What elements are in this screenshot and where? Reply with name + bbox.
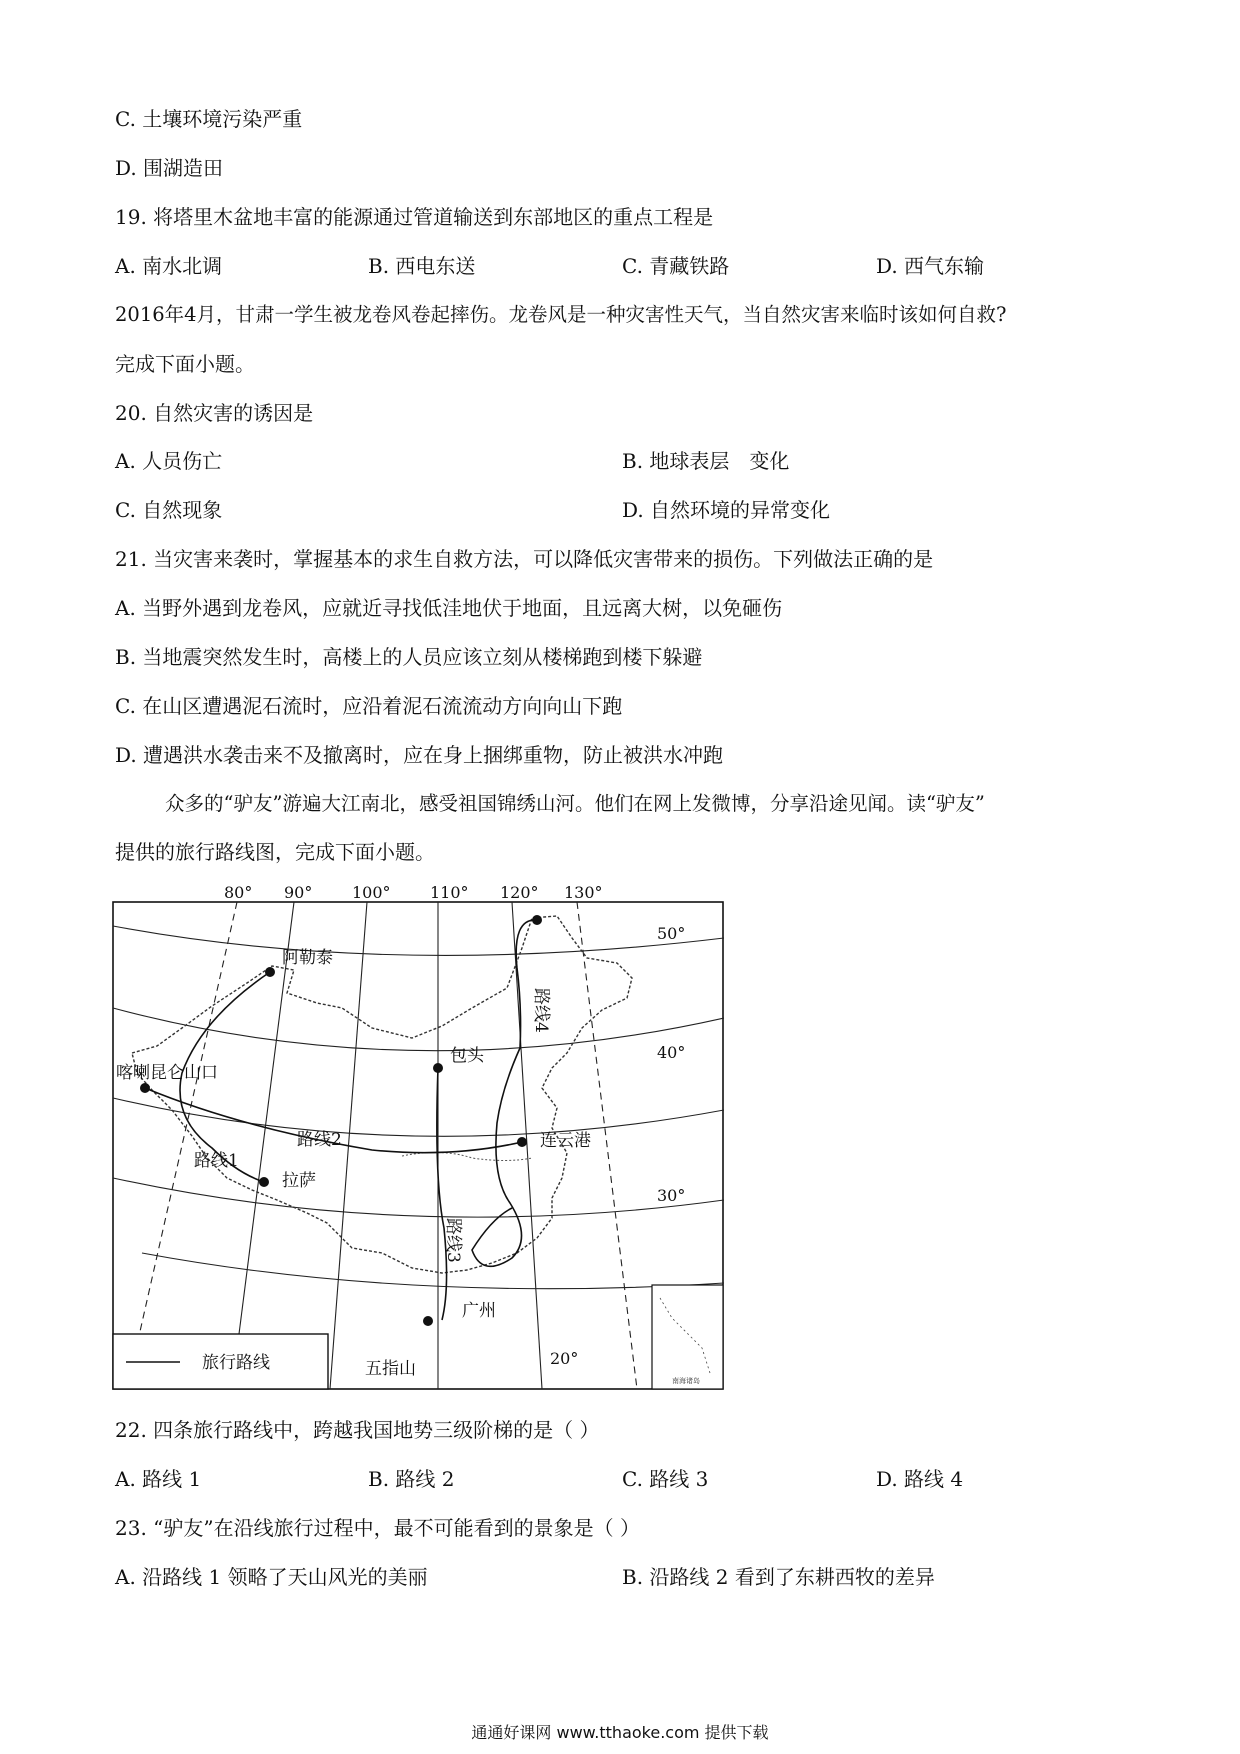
point-baotou [433,1063,443,1073]
point-karakoram-pass [140,1083,150,1093]
q20-option-d: D. 自然环境的异常变化 [622,498,831,522]
q21-option-c: C. 在山区遭遇泥石流时，应沿着泥石流流动方向向山下跑 [115,694,623,718]
label-route-3: 路线3 [443,1218,463,1263]
q20-option-a: A. 人员伤亡 [115,449,223,473]
south-china-sea-inset [652,1285,723,1389]
q22-option-d: D. 路线 4 [876,1467,964,1491]
point-lhasa [259,1177,269,1187]
question-19: 19. 将塔里木盆地丰富的能源通过管道输送到东部地区的重点工程是 [115,205,714,229]
intro-22-line-1: 众多的“驴友”游遍大江南北，感受祖国锦绣山河。他们在网上发微博，分享沿途见闻。读“驴友” [165,792,985,815]
page-footer: 通通好课网 www.tthaoke.com 提供下载 [471,1723,769,1742]
lon-label-130: 130° [564,883,603,902]
label-guangzhou: 广州 [462,1301,496,1321]
intro-20-line-2: 完成下面小题。 [115,352,255,376]
lat-label-20: 20° [550,1349,579,1368]
latitude-line-35 [113,1098,724,1136]
label-altay: 阿勒泰 [282,948,333,968]
q19-option-d: D. 西气东输 [876,254,985,278]
point-wuzhishan [423,1316,433,1326]
label-route-1: 路线1 [194,1151,239,1171]
intro-20-line-1: 2016年4月，甘肃一学生被龙卷风卷起摔伤。龙卷风是一种灾害性天气，当自然灾害来临时该如何自救? [115,303,1007,326]
lon-label-100: 100° [352,883,391,902]
q21-option-b: B. 当地震突然发生时，高楼上的人员应该立刻从楼梯跑到楼下躲避 [115,645,703,669]
lat-label-50: 50° [657,924,686,943]
latitude-line-30 [113,1178,724,1217]
longitude-line-120 [512,902,542,1389]
label-karakoram-pass: 喀喇昆仑山口 [116,1063,218,1083]
longitude-line-80 [127,902,237,1389]
label-route-4: 路线4 [531,988,551,1033]
label-lianyungang: 连云港 [540,1131,591,1151]
inset-label: 南海诸岛 [672,1377,700,1385]
lon-label-120: 120° [500,883,539,902]
lon-label-110: 110° [430,883,469,902]
lat-label-30: 30° [657,1186,686,1205]
q19-option-c: C. 青藏铁路 [622,254,730,278]
q20-option-c: C. 自然现象 [115,498,223,522]
route-4-path [472,920,537,1266]
legend-label: 旅行路线 [202,1353,270,1373]
label-baotou: 包头 [450,1046,484,1066]
question-21: 21. 当灾害来袭时，掌握基本的求生自救方法，可以降低灾害带来的损伤。下列做法正确的是 [115,547,934,571]
q20-option-b: B. 地球表层 变化 [622,449,790,473]
q18-option-d: D. 围湖造田 [115,156,224,180]
china-border [132,916,632,1273]
q22-option-b: B. 路线 2 [368,1467,455,1491]
q19-option-b: B. 西电东送 [368,254,476,278]
q21-option-d: D. 遭遇洪水袭击来不及撤离时，应在身上捆绑重物，防止被洪水冲跑 [115,743,724,767]
q21-option-a: A. 当野外遇到龙卷风，应就近寻找低洼地伏于地面，且远离大树，以免砸伤 [115,596,783,620]
intro-22-line-2: 提供的旅行路线图，完成下面小题。 [115,840,435,864]
latitude-line-50 [113,926,724,955]
label-lhasa: 拉萨 [282,1171,316,1191]
question-20: 20. 自然灾害的诱因是 [115,401,314,425]
label-wuzhishan: 五指山 [365,1359,416,1379]
lon-label-90: 90° [284,883,313,902]
q18-option-c: C. 土壤环境污染严重 [115,107,303,131]
point-lianyungang [517,1137,527,1147]
travel-route-map [112,878,724,1391]
q23-option-b: B. 沿路线 2 看到了东耕西牧的差异 [622,1565,935,1589]
river [402,1152,532,1160]
q19-option-a: A. 南水北调 [115,254,223,278]
question-22: 22. 四条旅行路线中，跨越我国地势三级阶梯的是（ ） [115,1418,600,1442]
label-route-2: 路线2 [297,1130,342,1150]
point-altay [265,967,275,977]
q22-option-c: C. 路线 3 [622,1467,709,1491]
question-23: 23. “驴友”在沿线旅行过程中，最不可能看到的景象是（ ） [115,1516,640,1540]
longitude-line-90 [232,902,294,1389]
map-frame [113,902,723,1389]
q22-option-a: A. 路线 1 [115,1467,202,1491]
lat-label-40: 40° [657,1043,686,1062]
point-northeast [532,915,542,925]
lon-label-80: 80° [224,883,253,902]
q23-option-a: A. 沿路线 1 领略了天山风光的美丽 [115,1565,428,1589]
